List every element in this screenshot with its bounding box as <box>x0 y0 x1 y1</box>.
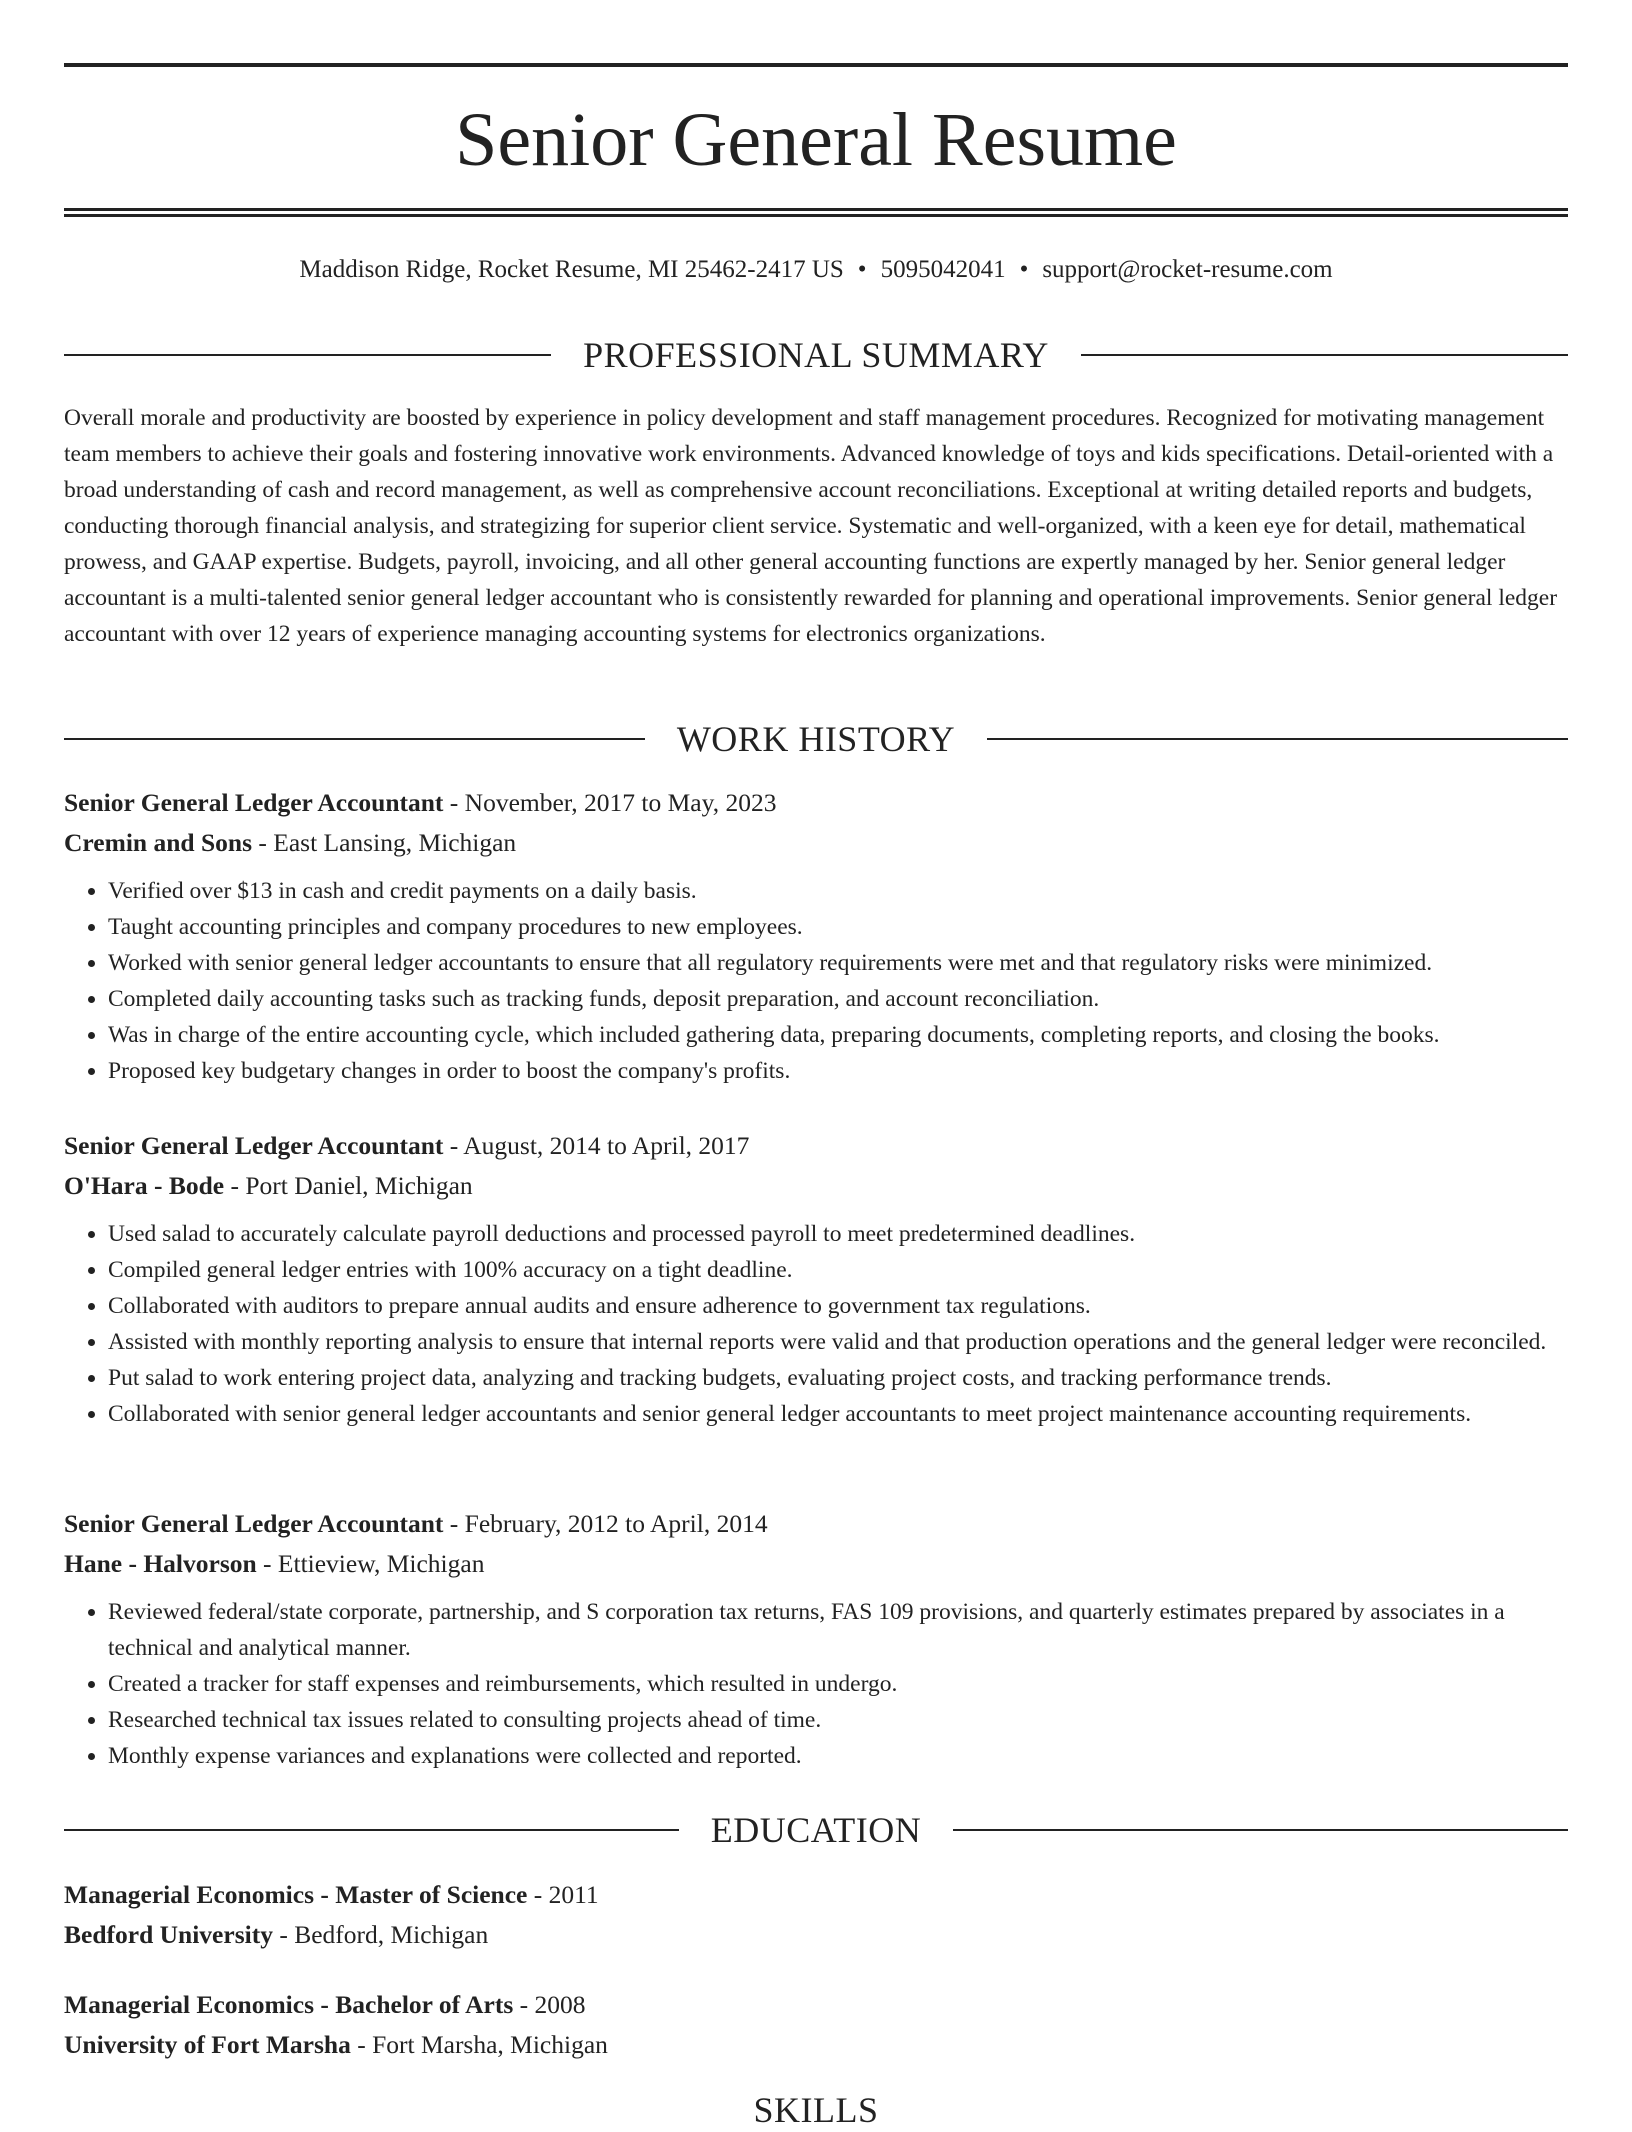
job-company-line <box>64 1166 1568 1206</box>
section-heading-skills <box>64 2088 1568 2132</box>
job-title: Senior General Ledger Accountant <box>64 1131 444 1160</box>
job-location: - Ettieview, Michigan <box>256 1549 485 1578</box>
job-dates: - August, 2014 to April, 2017 <box>443 1131 750 1160</box>
heading-rule <box>64 738 645 740</box>
heading-rule <box>987 738 1568 740</box>
education-entry <box>64 1985 1568 2065</box>
job-bullets <box>64 1216 1568 1432</box>
job-bullet: • Collaborated with senior general ledger accountants and senior general ledger accountants to meet project maintenance accounting requirements. <box>108 1396 1568 1432</box>
job-bullet: • Was in charge of the entire accounting cycle, which included gathering data, preparing documents, completing reports, and closing the books. <box>108 1017 1568 1053</box>
section-heading-education <box>64 1808 1568 1852</box>
job-bullet: • Compiled general ledger entries with 100% accuracy on a tight deadline. <box>108 1252 1568 1288</box>
job-bullet: • Proposed key budgetary changes in order to boost the company's profits. <box>108 1053 1568 1089</box>
education-year: - 2011 <box>527 1880 599 1909</box>
contact-separator: • <box>857 256 867 283</box>
education-entry <box>64 1875 1568 1955</box>
job-entry <box>64 1126 1568 1432</box>
heading-rule <box>64 354 551 356</box>
section-title: EDUCATION <box>710 1810 922 1850</box>
job-bullet: • Reviewed federal/state corporate, partnership, and S corporation tax returns, FAS 109 provisions, and quarterly estimates prepared by associates in a technical and analytical manner. <box>108 1594 1568 1666</box>
title-rule-bottom <box>64 208 1568 217</box>
job-title: Senior General Ledger Accountant <box>64 1509 444 1538</box>
contact-separator: • <box>1019 256 1029 283</box>
education-degree: Managerial Economics - Master of Science <box>64 1880 528 1909</box>
job-title-line <box>64 1126 1568 1166</box>
job-company-line <box>64 823 1568 863</box>
job-company: O'Hara - Bode <box>64 1171 225 1200</box>
title-rule-top <box>64 63 1568 67</box>
education-degree-line <box>64 1985 1568 2025</box>
section-title: SKILLS <box>753 2090 879 2130</box>
education-school-line <box>64 1915 1568 1955</box>
education-location: - Fort Marsha, Michigan <box>350 2030 608 2059</box>
education-school: Bedford University <box>64 1920 273 1949</box>
heading-rule <box>953 1829 1568 1831</box>
education-degree-line <box>64 1875 1568 1915</box>
section-heading-work <box>64 717 1568 761</box>
education-location: - Bedford, Michigan <box>272 1920 489 1949</box>
job-dates: - February, 2012 to April, 2014 <box>443 1509 768 1538</box>
contact-phone: 5095042041 <box>880 256 1006 283</box>
job-bullet: • Used salad to accurately calculate payroll deductions and processed payroll to meet predetermined deadlines. <box>108 1216 1568 1252</box>
job-title-line <box>64 1504 1568 1544</box>
job-location: - Port Daniel, Michigan <box>224 1171 473 1200</box>
job-bullet: • Monthly expense variances and explanations were collected and reported. <box>108 1738 1568 1774</box>
education-year: - 2008 <box>513 1990 586 2019</box>
job-bullet: • Taught accounting principles and company procedures to new employees. <box>108 909 1568 945</box>
job-bullet: • Assisted with monthly reporting analysis to ensure that internal reports were valid and that production operations and the general ledger were reconciled. <box>108 1324 1568 1360</box>
job-bullet: • Put salad to work entering project data, analyzing and tracking budgets, evaluating project costs, and tracking performance trends. <box>108 1360 1568 1396</box>
job-bullet: • Researched technical tax issues related to consulting projects ahead of time. <box>108 1702 1568 1738</box>
section-heading-summary <box>64 333 1568 377</box>
contact-email: support@rocket-resume.com <box>1042 256 1333 283</box>
summary-paragraph: Overall morale and productivity are boosted by experience in policy development and staff management procedures. Recognized for motivating management team members to achieve their goals and fostering innovative work environments. Advanced knowledge of toys and kids specifications. Detail-oriented with a broad understanding of cash and record management, as well as comprehensive account reconciliations. Exceptional at writing detailed reports and budgets, conducting thorough financial analysis, and strategizing for superior client service. Systematic and well-organized, with a keen eye for detail, mathematical prowess, and GAAP expertise. Budgets, payroll, invoicing, and all other general accounting functions are expertly managed by her. Senior general ledger accountant is a multi-talented senior general ledger accountant who is consistently rewarded for planning and operational improvements. Senior general ledger accountant with over 12 years of experience managing accounting systems for electronics organizations. <box>64 405 1558 647</box>
contact-address: Maddison Ridge, Rocket Resume, MI 25462-2417 US <box>299 256 844 283</box>
job-bullet: • Collaborated with auditors to prepare annual audits and ensure adherence to government tax regulations. <box>108 1288 1568 1324</box>
section-title: PROFESSIONAL SUMMARY <box>583 335 1049 375</box>
heading-rule <box>64 1829 679 1831</box>
job-bullet: • Verified over $13 in cash and credit payments on a daily basis. <box>108 873 1568 909</box>
education-school: University of Fort Marsha <box>64 2030 351 2059</box>
heading-rule <box>1081 354 1568 356</box>
job-company: Cremin and Sons <box>64 828 253 857</box>
job-bullet: • Completed daily accounting tasks such as tracking funds, deposit preparation, and account reconciliation. <box>108 981 1568 1017</box>
job-title-line <box>64 783 1568 823</box>
education-degree: Managerial Economics - Bachelor of Arts <box>64 1990 514 2019</box>
job-title: Senior General Ledger Accountant <box>64 788 444 817</box>
education-school-line <box>64 2025 1568 2065</box>
job-company: Hane - Halvorson <box>64 1549 257 1578</box>
resume-title: Senior General Resume <box>455 98 1177 182</box>
job-dates: - November, 2017 to May, 2023 <box>443 788 777 817</box>
job-bullets <box>64 873 1568 1089</box>
job-entry <box>64 783 1568 1089</box>
job-bullets <box>64 1594 1568 1774</box>
job-location: - East Lansing, Michigan <box>252 828 517 857</box>
job-entry <box>64 1504 1568 1774</box>
job-bullet: • Worked with senior general ledger accountants to ensure that all regulatory requirements were met and that regulatory risks were minimized. <box>108 945 1568 981</box>
job-bullet: • Created a tracker for staff expenses and reimbursements, which resulted in undergo. <box>108 1666 1568 1702</box>
contact-line <box>64 252 1568 288</box>
section-title: WORK HISTORY <box>676 719 956 759</box>
job-company-line <box>64 1544 1568 1584</box>
